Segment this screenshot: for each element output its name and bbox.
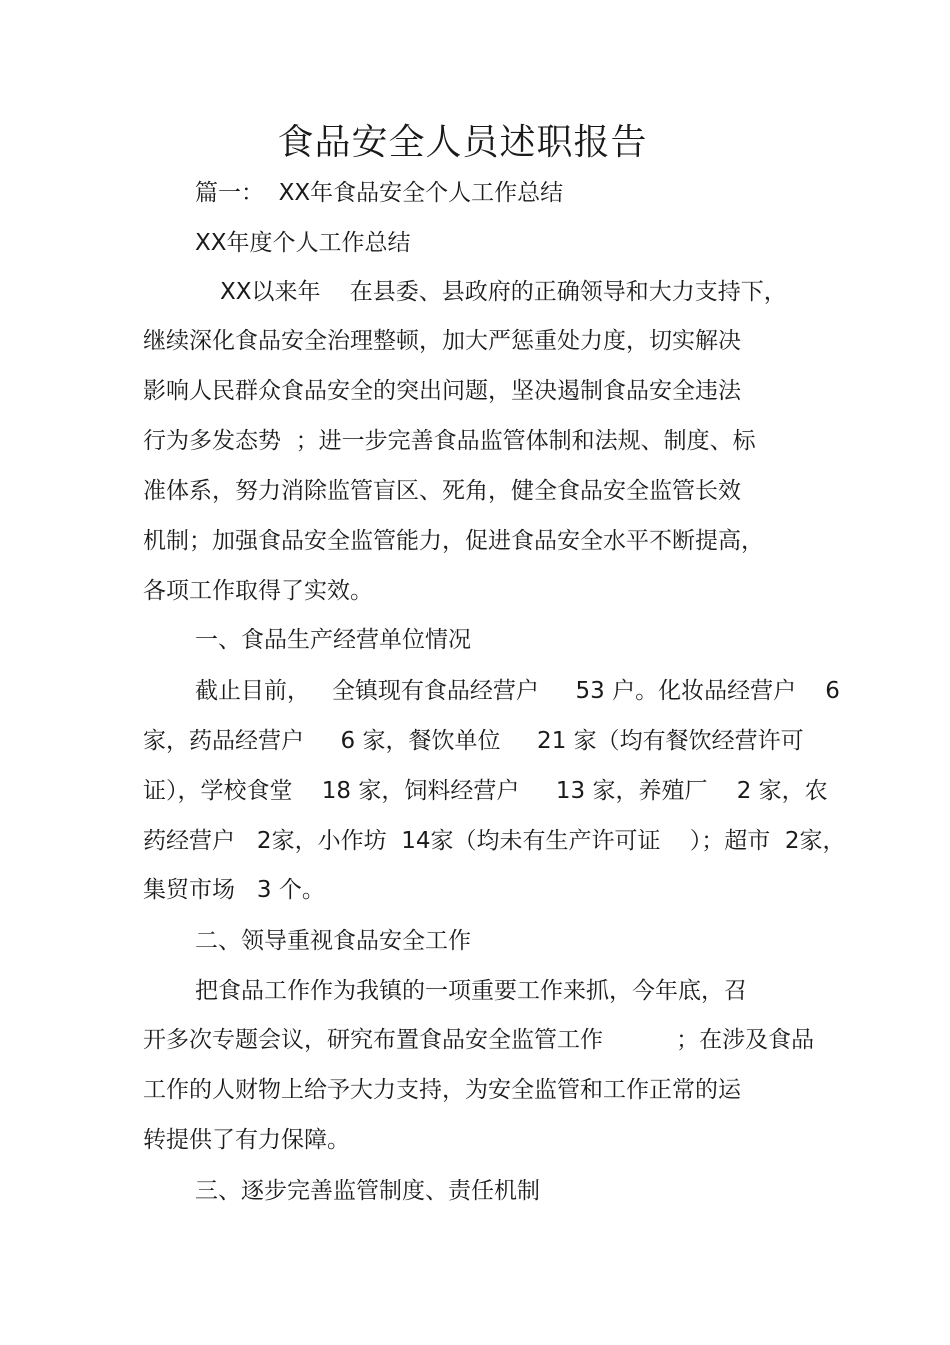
paragraph-line: 把食品工作作为我镇的一项重要工作来抓，今年底，召 — [195, 978, 747, 1004]
paragraph-line: 截止目前， 全镇现有食品经营户 53 户。化妆品经营户 6 — [195, 678, 840, 704]
subheading: XX年度个人工作总结 — [195, 230, 411, 256]
paragraph-line: 行为多发态势 ；进一步完善食品监管体制和法规、制度、标 — [143, 428, 756, 454]
paragraph-line: 药经营户 2家，小作坊 14家（均未有生产许可证 ）；超市 2家， — [143, 828, 846, 854]
paragraph-line: 准体系，努力消除监管盲区、死角，健全食品安全监管长效 — [143, 478, 741, 504]
section-heading: 一、食品生产经营单位情况 — [195, 627, 471, 653]
paragraph-line: 工作的人财物上给予大力支持，为安全监管和工作正常的运 — [143, 1077, 741, 1103]
paragraph-line: 集贸市场 3 个。 — [143, 877, 325, 903]
paragraph-line: XX以来年 在县委、县政府的正确领导和大力支持下， — [220, 279, 787, 305]
paragraph-line: 继续深化食品安全治理整顿，加大严惩重处力度，切实解决 — [143, 328, 741, 354]
section-heading: 三、逐步完善监管制度、责任机制 — [195, 1178, 540, 1204]
paragraph-line: 证），学校食堂 18 家，饲料经营户 13 家，养殖厂 2 家，农 — [143, 778, 828, 804]
paragraph-line: 家，药品经营户 6 家，餐饮单位 21 家（均有餐饮经营许可 — [143, 728, 804, 754]
paragraph-line: 各项工作取得了实效。 — [143, 578, 373, 604]
section-heading: 二、领导重视食品安全工作 — [195, 928, 471, 954]
paragraph-line: 开多次专题会议，研究布置食品安全监管工作 ；在涉及食品 — [143, 1027, 815, 1053]
paragraph-line: 影响人民群众食品安全的突出问题，坚决遏制食品安全违法 — [143, 378, 741, 404]
paragraph-line: 机制；加强食品安全监管能力，促进食品安全水平不断提高， — [143, 528, 764, 554]
document-title: 食品安全人员述职报告 — [277, 122, 648, 163]
paragraph-line: 转提供了有力保障。 — [143, 1127, 350, 1153]
section-heading: 篇一： XX年食品安全个人工作总结 — [195, 180, 564, 206]
